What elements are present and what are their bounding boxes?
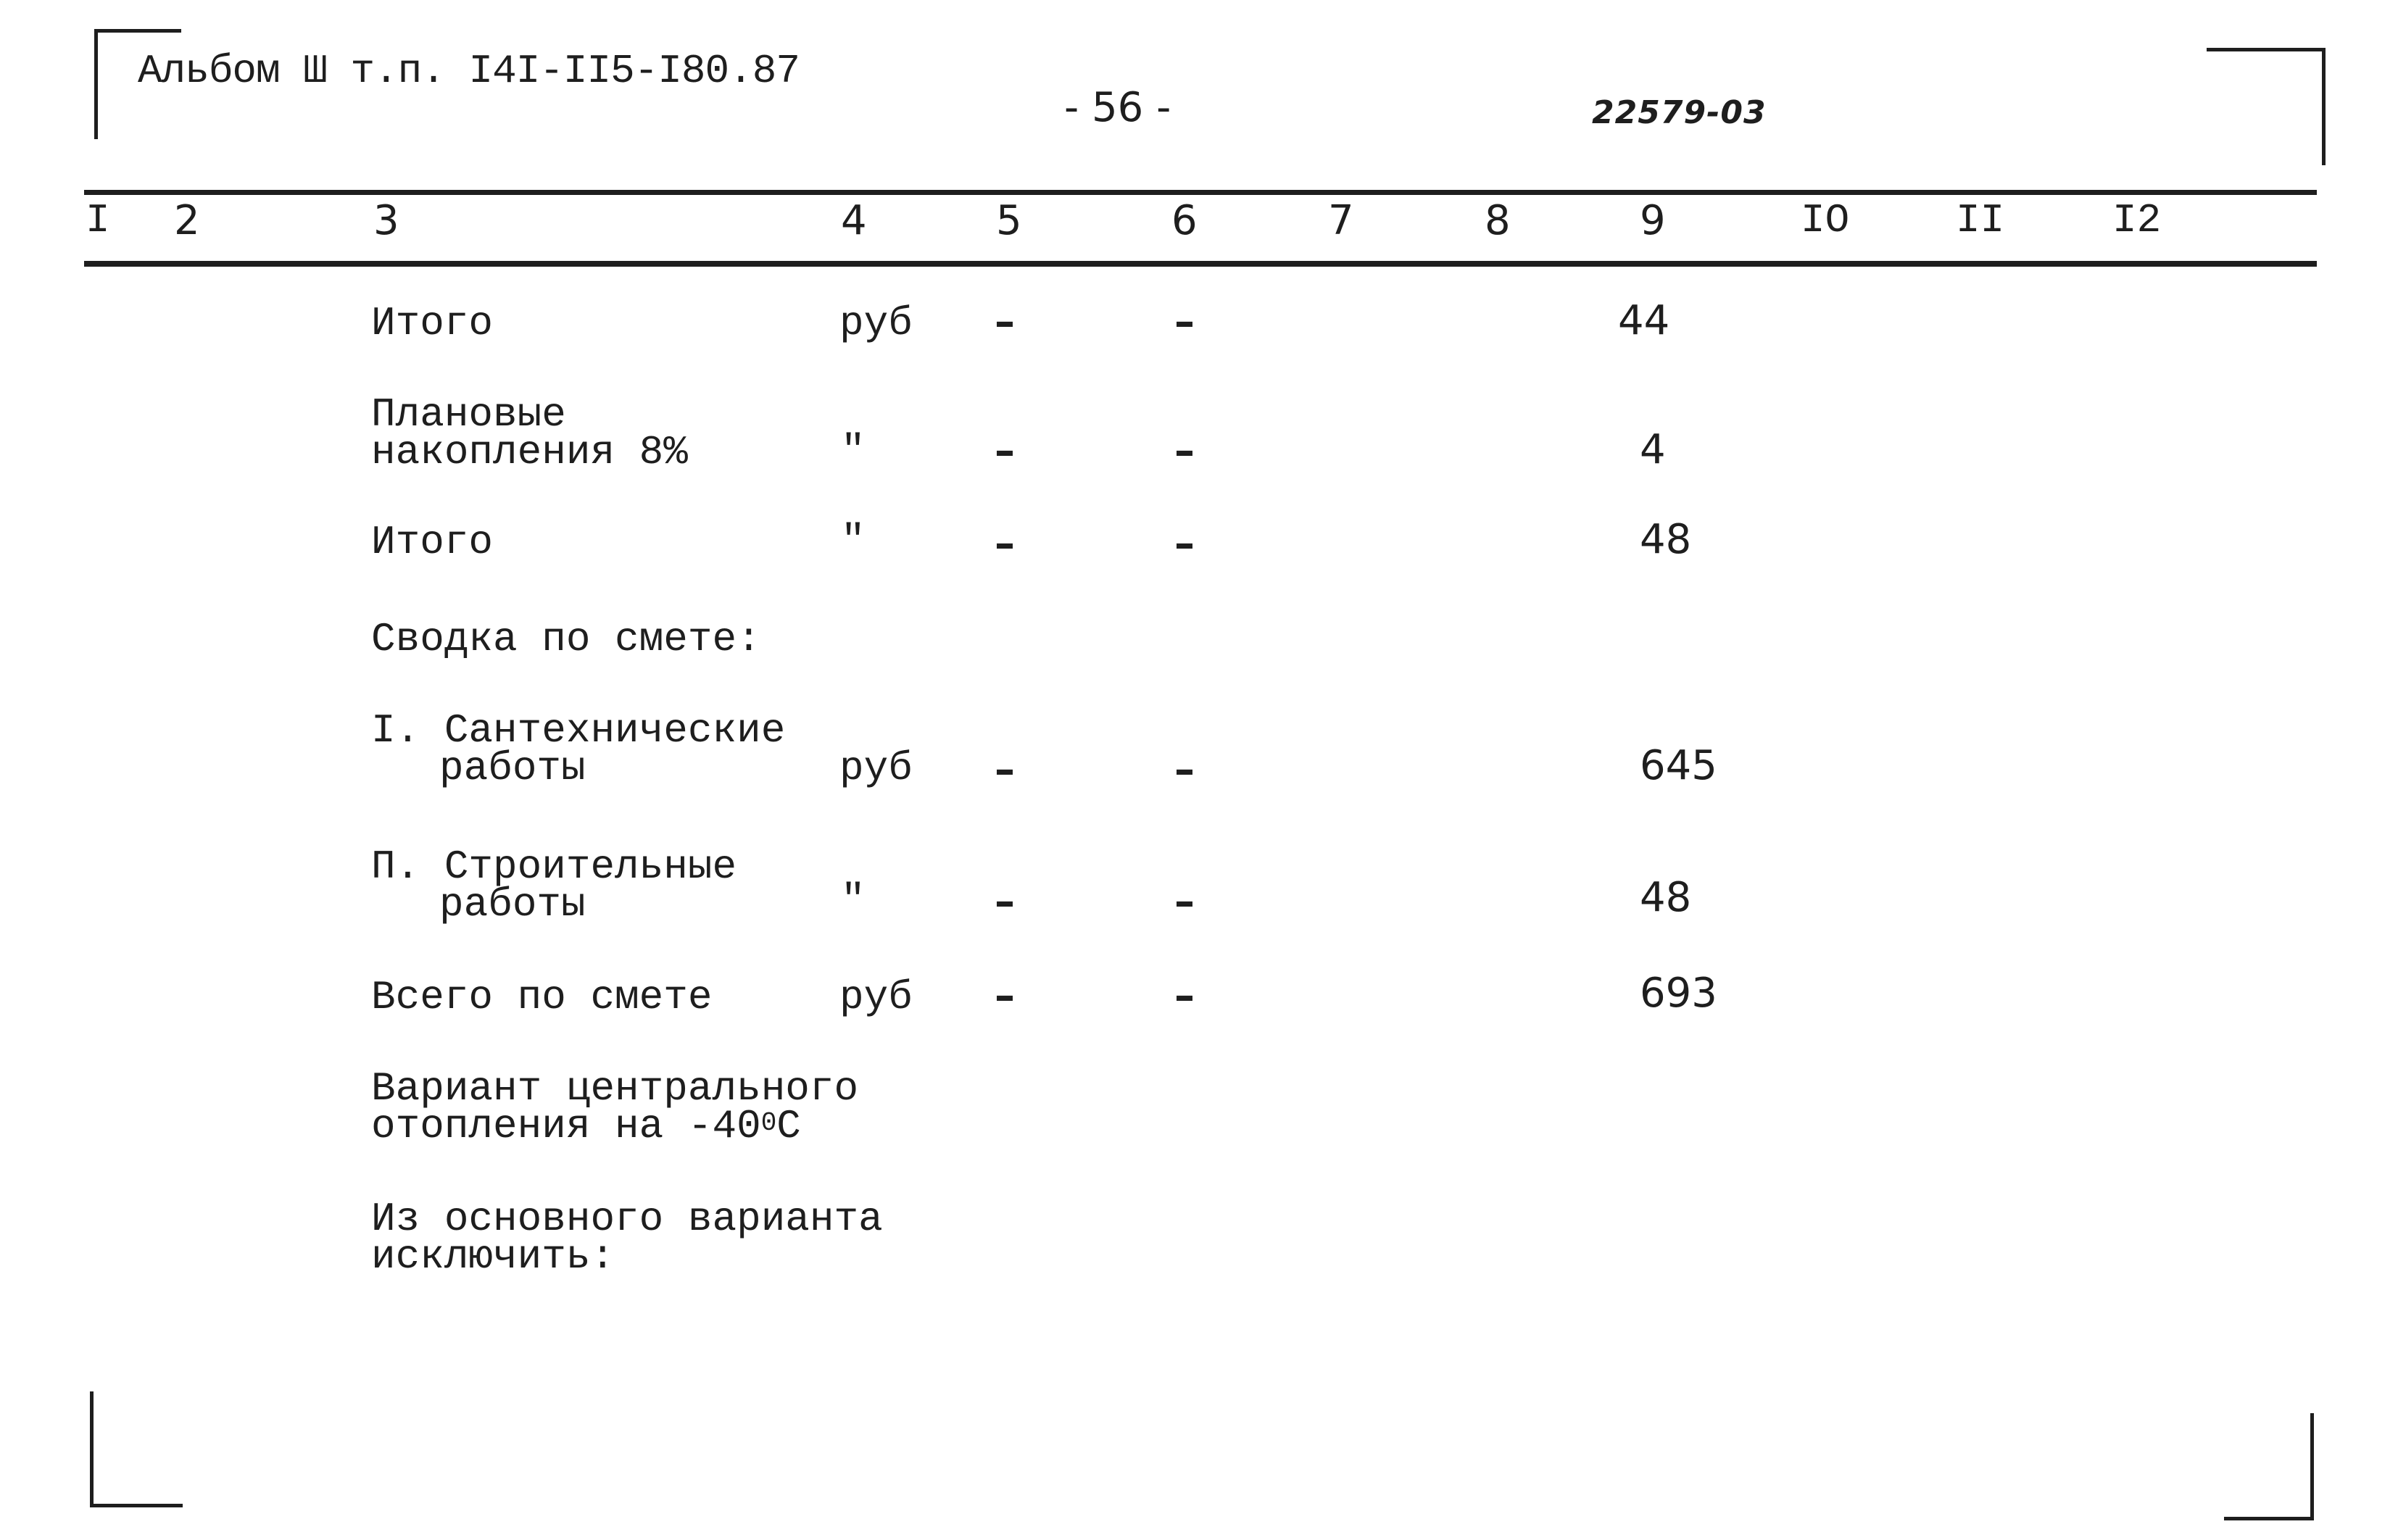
row-itogo-1-unit: руб (839, 300, 913, 346)
heating-variant-line1: Вариант центрального (371, 1065, 859, 1112)
row-itogo-2-unit: " (841, 517, 866, 564)
column-header-11: II (1956, 197, 2005, 244)
celsius-unit: C (776, 1103, 801, 1149)
row-planned-savings-unit: " (841, 428, 866, 474)
column-header-8: 8 (1485, 197, 1511, 244)
exclude-line2: исключить: (371, 1233, 615, 1280)
row-total-label: Всего по смете (371, 974, 713, 1020)
album-title: Альбом Ш т.п. I4I-II5-I80.87 (138, 48, 800, 94)
row-plumbing-col5: – (995, 746, 1015, 794)
row-planned-savings-value: 4 (1640, 426, 1666, 473)
row-total-value: 693 (1640, 970, 1717, 1017)
row-plumbing-col6: – (1174, 746, 1195, 794)
corner-bracket-bottom-left-h (90, 1504, 183, 1507)
row-construction-label-line1: П. Строительные (371, 844, 737, 890)
column-header-5: 5 (996, 197, 1022, 244)
corner-bracket-top-left-v (94, 29, 98, 139)
column-header-3: 3 (373, 197, 399, 244)
row-itogo-1-label: Итого (371, 300, 494, 346)
column-header-7: 7 (1328, 197, 1354, 244)
row-total-col6: – (1174, 973, 1195, 1020)
row-itogo-1-col5: – (995, 299, 1015, 346)
row-construction-col5: – (995, 878, 1015, 925)
corner-bracket-bottom-left-v (90, 1391, 94, 1507)
row-itogo-2-value: 48 (1640, 516, 1692, 563)
row-itogo-2-col5: – (995, 520, 1015, 567)
corner-bracket-bottom-right-h (2224, 1517, 2314, 1520)
row-plumbing-label-line2: работы (439, 745, 586, 791)
corner-bracket-top-left-h (94, 29, 181, 33)
row-planned-savings-col6: – (1174, 428, 1195, 475)
row-itogo-2-label: Итого (371, 519, 494, 565)
estimate-summary-heading: Сводка по смете: (371, 616, 761, 662)
row-plumbing-label-line1: I. Сантехнические (371, 707, 786, 754)
row-plumbing-value: 645 (1640, 742, 1717, 789)
column-header-2: 2 (174, 197, 200, 244)
row-planned-savings-label-line1: Плановые (371, 391, 566, 438)
row-plumbing-unit: руб (839, 745, 913, 791)
heating-variant-line2-text: отопления на -40 (371, 1103, 761, 1149)
exclude-line1: Из основного варианта (371, 1196, 883, 1242)
row-planned-savings-col5: – (995, 428, 1015, 475)
row-total-col5: – (995, 973, 1015, 1020)
heating-variant-line2 (371, 1103, 801, 1149)
column-header-4: 4 (841, 197, 867, 244)
table-header-rule (84, 261, 2317, 267)
column-header-9: 9 (1640, 197, 1666, 244)
table-top-rule (84, 190, 2317, 195)
column-header-1: I (86, 197, 110, 244)
degree-superscript: 0 (760, 1108, 777, 1138)
page-number: - 56 - (1064, 84, 1171, 131)
row-itogo-1-col6: – (1174, 299, 1195, 346)
corner-bracket-top-right-h (2207, 48, 2326, 51)
row-total-unit: руб (839, 974, 913, 1020)
row-construction-unit: " (841, 877, 866, 923)
row-construction-col6: – (1174, 878, 1195, 925)
row-construction-label-line2: работы (439, 881, 586, 928)
row-itogo-2-col6: – (1174, 520, 1195, 567)
corner-bracket-top-right-v (2322, 48, 2326, 165)
document-number: 22579-03 (1592, 94, 1767, 131)
row-construction-value: 48 (1640, 874, 1692, 921)
column-header-10: IO (1801, 197, 1850, 244)
row-planned-savings-label-line2: накопления 8% (371, 429, 688, 475)
row-itogo-1-value: 44 (1618, 297, 1670, 344)
corner-bracket-bottom-right-v (2310, 1413, 2314, 1520)
column-header-6: 6 (1171, 197, 1198, 244)
column-header-12: I2 (2112, 197, 2162, 244)
